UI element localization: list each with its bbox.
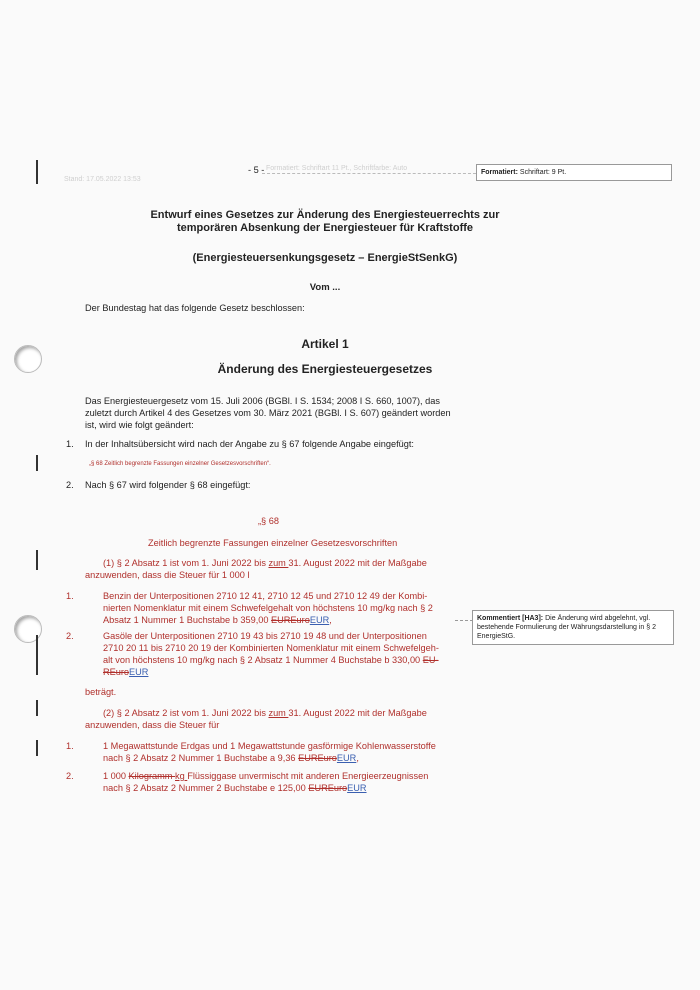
page-number: - 5 - (248, 165, 265, 175)
deletion: REuro (103, 667, 130, 677)
sub-t1 (103, 740, 455, 764)
item-2-text: Nach § 67 wird folgender § 68 eingefügt: (85, 480, 251, 490)
preamble (85, 395, 460, 431)
deletion: Kilogramm (128, 771, 176, 781)
change-bar (36, 550, 38, 570)
insertion: zum (268, 558, 289, 568)
sub-t2 (103, 770, 458, 794)
change-bar (36, 700, 38, 716)
change-bar (36, 455, 38, 471)
format-annotation-box[interactable] (476, 164, 672, 181)
sub-1-line: Benzin der Unterpositionen 2710 12 41, 2710 12 45 und 2710 12 49 der Kombi- (103, 591, 428, 601)
item-1-insert: „§ 68 Zeitlich begrenzte Fassungen einzelner Gesetzesvorschriften“. (89, 461, 271, 467)
sub-2-line (103, 654, 455, 666)
text-run: 1 000 (103, 771, 129, 781)
item-1-text: In der Inhaltsübersicht wird nach der Angabe zu § 67 folgende Angabe eingefügt: (85, 439, 414, 449)
sub-1-line (103, 614, 455, 626)
sub-2-line: 2710 20 11 bis 2710 20 19 der Kombinierten Nomenklatur mit einem Schwefelgeh- (103, 643, 439, 653)
change-bar (36, 740, 38, 756)
insertion: EUR (309, 615, 330, 625)
insertion: EUR (129, 667, 149, 677)
paragraph-2-line-1 (85, 707, 460, 719)
change-bar (36, 160, 38, 184)
punch-hole-top (14, 345, 42, 373)
sub-t1-line (103, 752, 455, 764)
sub-2 (103, 630, 455, 678)
text-run: , (356, 753, 359, 763)
sub-1-line: nierten Nomenklatur mit einem Schwefelgehalt von höchstens 10 mg/kg nach § 2 (103, 603, 433, 613)
sub-2-line (103, 666, 455, 678)
paragraph-1-line-1 (85, 557, 460, 569)
paragraph-1-line-2: anzuwenden, dass die Steuer für 1 000 l (85, 570, 250, 580)
comment-annotation-box[interactable] (472, 610, 674, 645)
document-title (60, 209, 590, 235)
title-line-2: temporären Absenkung der Energiesteuer für Kraftstoffe (176, 222, 474, 234)
item-2-number: 2. (66, 480, 74, 490)
sub-t2-number: 2. (66, 771, 74, 781)
insertion: EUR (347, 783, 367, 793)
sub-t2-line (103, 770, 458, 782)
preamble-line: zuletzt durch Artikel 4 des Gesetzes vom 30. März 2021 (BGBl. I S. 607) geändert worden (85, 408, 451, 418)
format-label: Formatiert: (481, 169, 518, 176)
deletion: EUREuro (298, 753, 337, 763)
sub-2-line: Gasöle der Unterpositionen 2710 19 43 bis 2710 19 48 und der Unterpositionen (103, 631, 427, 641)
sub-t2-line (103, 782, 458, 794)
deletion: EUREuro (271, 615, 310, 625)
paragraph-2 (85, 707, 460, 731)
text-run: Absatz 1 Nummer 1 Buchstabe b 359,00 (103, 615, 272, 625)
preamble-line: Das Energiesteuergesetz vom 15. Juli 2006 (BGBl. I S. 1534; 2008 I S. 660, 1007), das (85, 396, 440, 406)
paragraph-2-line-2: anzuwenden, dass die Steuer für (85, 720, 220, 730)
section-heading: Zeitlich begrenzte Fassungen einzelner Gesetzesvorschriften (148, 538, 398, 548)
text-run: nach § 2 Absatz 2 Nummer 2 Buchstabe e 125,00 (103, 783, 309, 793)
deletion: EU- (422, 655, 439, 665)
title-line-1: Entwurf eines Gesetzes zur Änderung des Energiesteuerrechts zur (150, 209, 500, 221)
insertion: EUR (336, 753, 357, 763)
item-1-number: 1. (66, 439, 74, 449)
section-number: „§ 68 (258, 516, 279, 526)
paragraph-1 (85, 557, 460, 581)
article-number: Artikel 1 (301, 337, 349, 351)
text-run: , (329, 615, 332, 625)
deletion: EUREuro (308, 783, 348, 793)
text-run: nach § 2 Absatz 2 Nummer 1 Buchstabe a 9,36 (103, 753, 299, 763)
faded-date: Stand: 17.05.2022 13:53 (64, 176, 141, 183)
preamble-line: ist, wird wie folgt geändert: (85, 420, 194, 430)
sub-t1-number: 1. (66, 741, 74, 751)
comment-text: Die Änderung wird abgelehnt, vgl. bestehende Formulierung der Währungsdarstellung in § 2 EnergieStG. (477, 615, 656, 640)
format-connector-line (262, 173, 476, 174)
comment-connector-line (455, 620, 473, 621)
text-run: Flüssiggase unvermischt mit anderen Energieerzeugnissen (187, 771, 429, 781)
sub-1 (103, 590, 455, 626)
sub-2-number: 2. (66, 631, 74, 641)
short-title: (Energiesteuersenkungsgesetz – EnergieStSenkG) (192, 252, 458, 264)
faded-format-note: Formatiert: Schriftart 11 Pt., Schriftfarbe: Auto (266, 165, 408, 172)
sub-t1-line: 1 Megawattstunde Erdgas und 1 Megawattstunde gasförmige Kohlenwasserstoffe (103, 741, 436, 751)
vom-date: Vom ... (309, 282, 341, 293)
change-bar (36, 635, 38, 675)
article-heading: Änderung des Energiesteuergesetzes (217, 362, 433, 376)
intro-sentence: Der Bundestag hat das folgende Gesetz beschlossen: (85, 303, 305, 313)
text-run: alt von höchstens 10 mg/kg nach § 2 Absatz 1 Nummer 4 Buchstabe b 330,00 (103, 655, 423, 665)
text-run: 31. August 2022 mit der Maßgabe (288, 708, 427, 718)
text-run: (1) § 2 Absatz 1 ist vom 1. Juni 2022 bis (103, 558, 269, 568)
betraegt: beträgt. (85, 687, 117, 697)
text-run: 31. August 2022 mit der Maßgabe (288, 558, 427, 568)
sub-1-number: 1. (66, 591, 74, 601)
comment-label: Kommentiert [HA3]: (477, 615, 544, 622)
format-text: Schriftart: 9 Pt. (519, 169, 567, 176)
insertion: zum (268, 708, 289, 718)
insertion: kg (175, 771, 188, 781)
text-run: (2) § 2 Absatz 2 ist vom 1. Juni 2022 bis (103, 708, 269, 718)
